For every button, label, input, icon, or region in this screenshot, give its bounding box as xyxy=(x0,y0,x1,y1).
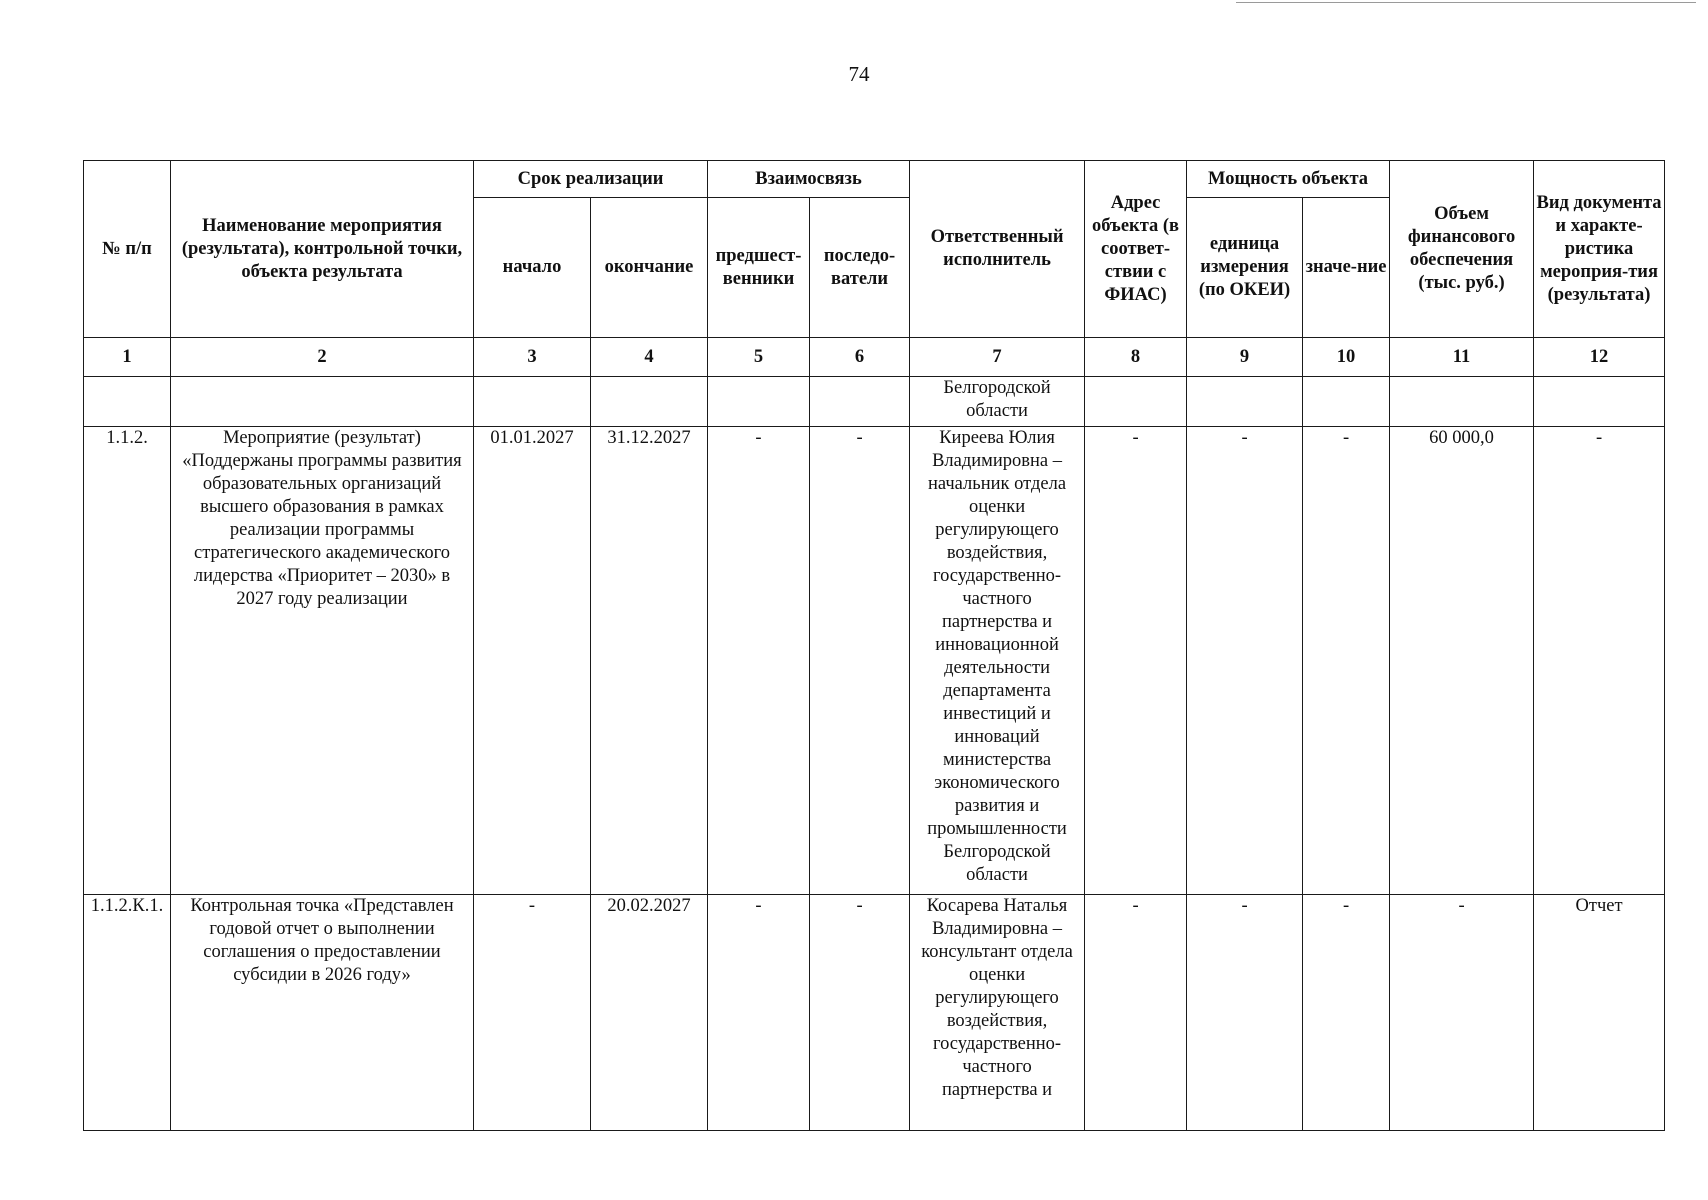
row-prev: - xyxy=(708,895,810,1131)
header-capacity-group: Мощность объекта xyxy=(1187,161,1390,198)
row-address: - xyxy=(1085,895,1187,1131)
row-doc: - xyxy=(1534,427,1665,895)
row-unit: - xyxy=(1187,427,1303,895)
row-funding: 60 000,0 xyxy=(1390,427,1534,895)
header-link-prev: предшест-венники xyxy=(708,198,810,338)
table-row xyxy=(84,895,1665,1131)
scan-edge-line xyxy=(1236,2,1696,3)
table-cell xyxy=(810,377,910,427)
column-number: 6 xyxy=(810,338,910,377)
header-link-group: Взаимосвязь xyxy=(708,161,910,198)
row-start: 01.01.2027 xyxy=(474,427,591,895)
table-cell xyxy=(474,377,591,427)
row-end: 20.02.2027 xyxy=(591,895,708,1131)
table-row xyxy=(84,427,1665,895)
column-number: 4 xyxy=(591,338,708,377)
table-cell xyxy=(1390,377,1534,427)
column-number: 11 xyxy=(1390,338,1534,377)
table-cell xyxy=(84,377,171,427)
header-link-next: последо-ватели xyxy=(810,198,910,338)
row-num: 1.1.2.К.1. xyxy=(84,895,171,1131)
table-cell xyxy=(1187,377,1303,427)
header-funding: Объем финансового обеспечения (тыс. руб.) xyxy=(1390,161,1534,338)
row-funding: - xyxy=(1390,895,1534,1131)
header-name: Наименование мероприятия (результата), контрольной точки, объекта результата xyxy=(171,161,474,338)
header-address: Адрес объекта (в соответ-ствии с ФИАС) xyxy=(1085,161,1187,338)
column-number: 2 xyxy=(171,338,474,377)
column-number: 10 xyxy=(1303,338,1390,377)
row-unit: - xyxy=(1187,895,1303,1131)
column-number: 12 xyxy=(1534,338,1665,377)
row-value: - xyxy=(1303,427,1390,895)
plan-table xyxy=(83,160,1665,1131)
row-num: 1.1.2. xyxy=(84,427,171,895)
row-doc: Отчет xyxy=(1534,895,1665,1131)
table-cell xyxy=(171,377,474,427)
row-start: - xyxy=(474,895,591,1131)
page-number: 74 xyxy=(848,62,870,86)
column-number: 3 xyxy=(474,338,591,377)
table-cell xyxy=(1534,377,1665,427)
row-value: - xyxy=(1303,895,1390,1131)
row-next: - xyxy=(810,427,910,895)
header-period-end: окончание xyxy=(591,198,708,338)
column-number-row xyxy=(84,338,1665,377)
row-next: - xyxy=(810,895,910,1131)
column-number: 9 xyxy=(1187,338,1303,377)
row-responsible: Киреева Юлия Владимировна – начальник отдела оценки регулирующего воздействия, государственно-частного партнерства и инновационной деятельности департамента инвестиций и инноваций министерства экономического развития и промышленности Белгородской области xyxy=(910,427,1085,895)
header-capacity-value: значе-ние xyxy=(1303,198,1390,338)
row-prev: - xyxy=(708,427,810,895)
table-cell xyxy=(708,377,810,427)
table-cell xyxy=(591,377,708,427)
table-cell xyxy=(1085,377,1187,427)
column-number: 8 xyxy=(1085,338,1187,377)
header-period-start: начало xyxy=(474,198,591,338)
row-end: 31.12.2027 xyxy=(591,427,708,895)
table-cell xyxy=(1303,377,1390,427)
column-number: 5 xyxy=(708,338,810,377)
header-period-group: Срок реализации xyxy=(474,161,708,198)
continuation-responsible: Белгородской области xyxy=(910,377,1085,427)
continuation-row xyxy=(84,377,1665,427)
header-doc-type: Вид документа и характе-ристика мероприя-тия (результата) xyxy=(1534,161,1665,338)
row-name: Контрольная точка «Представлен годовой отчет о выполнении соглашения о предоставлении субсидии в 2026 году» xyxy=(171,895,474,1131)
row-responsible: Косарева Наталья Владимировна – консультант отдела оценки регулирующего воздействия, государственно-частного партнерства и xyxy=(910,895,1085,1131)
column-number: 7 xyxy=(910,338,1085,377)
header-num: № п/п xyxy=(84,161,171,338)
row-name: Мероприятие (результат) «Поддержаны программы развития образовательных организаций высшего образования в рамках реализации программы стратегического академического лидерства «Приоритет – 2030» в 2027 году реализации xyxy=(171,427,474,895)
column-number: 1 xyxy=(84,338,171,377)
header-responsible: Ответственный исполнитель xyxy=(910,161,1085,338)
header-row-top xyxy=(84,161,1665,198)
row-address: - xyxy=(1085,427,1187,895)
header-capacity-unit: единица измерения (по ОКЕИ) xyxy=(1187,198,1303,338)
